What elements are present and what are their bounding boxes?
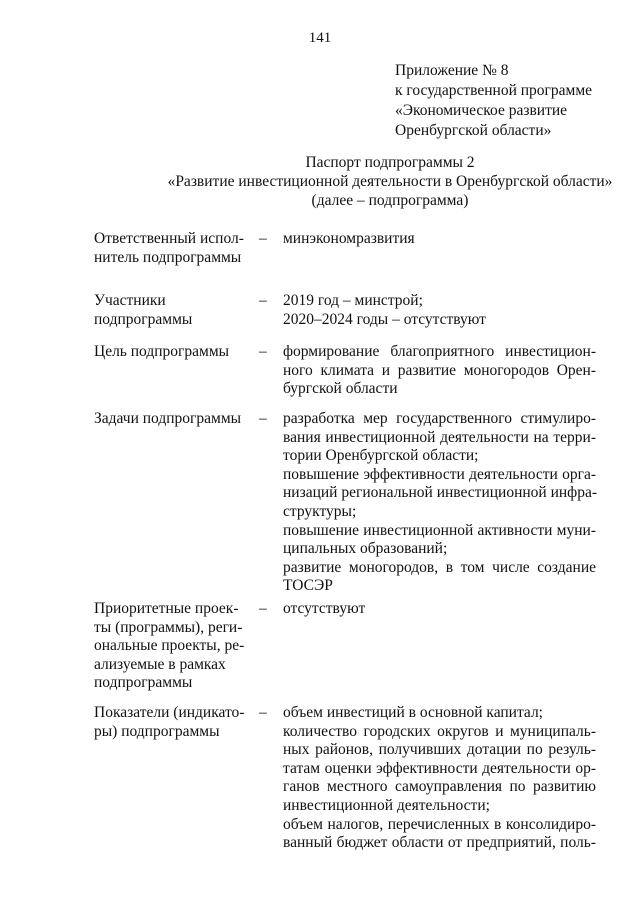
value-line: ного климата и развитие моногородов Орен- xyxy=(283,361,596,379)
row-label xyxy=(94,600,254,693)
dash-separator: – xyxy=(259,410,267,427)
passport-title xyxy=(90,153,640,210)
dash-separator: – xyxy=(259,704,267,721)
row-label xyxy=(94,704,254,741)
appendix-line: Оренбургской области» xyxy=(395,122,552,139)
label-line: Задачи подпрограммы xyxy=(94,410,242,427)
value-line: количество городских округов и муниципаль- xyxy=(283,722,596,740)
row-value xyxy=(283,410,596,596)
value-line: объем налогов, перечисленных в консолидиро- xyxy=(283,815,596,833)
value-line: отсутствуют xyxy=(283,600,366,617)
title-line: «Развитие инвестиционной деятельности в Оренбургской области» xyxy=(167,173,613,190)
value-line: повышение эффективности деятельности орга- xyxy=(283,465,596,483)
title-line: Паспорт подпрограммы 2 xyxy=(305,154,475,171)
label-line: нитель подпрограммы xyxy=(94,248,242,266)
page-number: 141 xyxy=(308,30,332,46)
label-line: Ответственный испол- xyxy=(94,230,244,247)
value-line: минэкономразвития xyxy=(283,230,415,247)
row-value xyxy=(283,292,596,329)
value-line: повышение инвестиционной активности муни- xyxy=(283,521,596,539)
value-line: вания инвестиционной деятельности на терри- xyxy=(283,428,596,446)
appendix-header xyxy=(395,61,592,141)
value-line: ципальных образований; xyxy=(283,540,448,558)
appendix-line: к государственной программе xyxy=(395,82,593,99)
dash-separator: – xyxy=(259,600,267,617)
value-line: развитие моногородов, в том числе создание xyxy=(283,558,596,576)
row-label xyxy=(94,343,254,362)
label-line: ры) подпрограммы xyxy=(94,722,220,740)
value-line: 2019 год – минстрой; xyxy=(283,292,423,309)
row-label xyxy=(94,230,254,267)
label-line: ональные проекты, ре- xyxy=(94,637,245,655)
row-value xyxy=(283,704,596,853)
value-line: структуры; xyxy=(283,502,357,520)
value-line: тории Оренбургской области; xyxy=(283,447,479,465)
value-line: 2020–2024 годы – отсутствуют xyxy=(283,310,486,328)
label-line: Участники xyxy=(94,292,166,309)
dash-separator: – xyxy=(259,343,267,360)
row-label xyxy=(94,292,254,329)
value-line: ных районов, получивших дотации по резуль- xyxy=(283,741,596,759)
value-line: ТОСЭР xyxy=(283,577,333,595)
label-line: Цель подпрограммы xyxy=(94,343,230,360)
value-line: инвестиционной деятельности; xyxy=(283,796,490,814)
appendix-line: «Экономическое развитие xyxy=(395,102,568,119)
label-line: подпрограммы xyxy=(94,674,193,692)
value-line: ванный бюджет области от предприятий, поль- xyxy=(283,834,596,852)
label-line: Показатели (индикато- xyxy=(94,704,245,721)
row-value xyxy=(283,600,596,619)
label-line: ализуемые в рамках xyxy=(94,655,226,673)
value-line: низаций региональной инвестиционной инфра- xyxy=(283,484,598,502)
title-line: (далее – подпрограмма) xyxy=(311,192,469,209)
label-line: Приоритетные проек- xyxy=(94,600,239,617)
label-line: ты (программы), реги- xyxy=(94,618,243,636)
label-line: подпрограммы xyxy=(94,310,193,328)
value-line: объем инвестиций в основной капитал; xyxy=(283,704,543,721)
dash-separator: – xyxy=(259,230,267,247)
value-line: ганов местного самоуправления по развитию xyxy=(283,778,596,796)
row-label xyxy=(94,410,254,429)
value-line: татам оценки эффективности деятельности ор- xyxy=(283,759,596,777)
value-line: формирование благоприятного инвестицион- xyxy=(283,343,596,360)
row-value xyxy=(283,230,596,249)
value-line: разработка мер государственного стимулиро- xyxy=(283,410,596,427)
dash-separator: – xyxy=(259,292,267,309)
appendix-line: Приложение № 8 xyxy=(395,62,509,79)
row-value xyxy=(283,343,596,399)
value-line: бургской области xyxy=(283,380,398,398)
